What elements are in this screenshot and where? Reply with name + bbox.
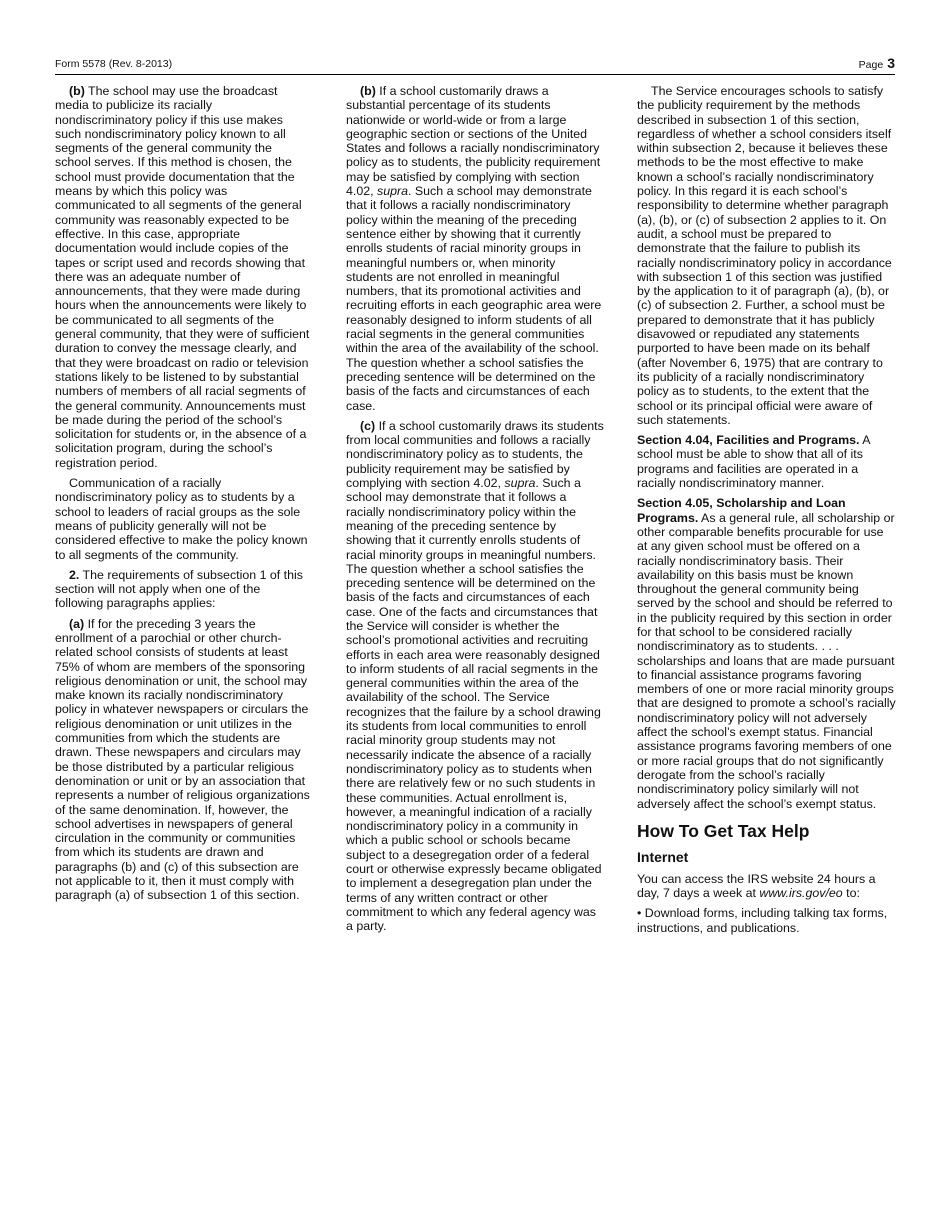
section-4-05: [637, 496, 897, 811]
page-header: [55, 55, 895, 75]
para-label: (a): [69, 616, 85, 631]
para-text: If a school customarily draws its students from local communities and follows a racially nondiscriminatory policy as to students, the publicity requirement may be satisfied by complying with section 4.02,: [346, 418, 604, 491]
form-id: Form 5578 (Rev. 8-2013): [55, 58, 173, 70]
bullet-download-forms: • Download forms, including talking tax forms, instructions, and publications.: [637, 906, 888, 935]
section-4-04-heading: Section 4.04, Facilities and Programs.: [637, 433, 860, 448]
tax-help-heading: How To Get Tax Help: [637, 820, 810, 841]
paragraph-2-requirements: [55, 568, 310, 611]
para-label: (b): [360, 84, 376, 98]
para-text: The school may use the broadcast media to publicize its racially nondiscriminatory policy if this use makes such nondiscriminatory policy known to all segments of the general community the school serves. If this method is chosen, the school must provide documentation that the means by which this policy was communicated to all segments of the general community was reasonably expected to be effective. In this case, appropriate documentation would include copies of the tapes or script used and records showing that there was an adequate number of announcements, that they were made during hours when the announcements were likely to be communicated to all segments of the general community, that they were of sufficient duration to convey the message clearly, and that they were broadcast on radio or television stations likely to be listened to by substantial numbers of members of all racial segments of the general community. Announcements must be made during the period of the school’s solicitation for students or, in the absence of a solicitation program, during the school’s registration period.: [55, 84, 310, 470]
section-4-04-text: A school must be able to show that all of its programs and facilities are operated in a racially nondiscriminatory manner.: [637, 433, 870, 491]
page-number: 3: [887, 55, 895, 71]
page-word: Page: [858, 59, 884, 71]
paragraph-c-local: [346, 419, 604, 934]
para-label: 2.: [69, 567, 80, 582]
paragraph-communication: Communication of a racially nondiscriminatory policy as to students by a school to leaders of racial groups as the sole means of publicity generally will not be considered effective to make the policy known to all segments of the community.: [55, 476, 308, 562]
irs-url: www.irs.gov/eo: [759, 886, 843, 901]
section-4-05-text: As a general rule, all scholarship or other comparable benefits procurable for use at any given school must be offered on a racially nondiscriminatory basis. Their availability on this basis must be known throughout the general community being served by the school and should be referred to in the publicity required by this section in order for that school to be considered racially nondiscriminatory as to students. . . . scholarships and loans that are made pursuant to financial assistance programs favoring members of one or more racial minority groups that are designed to promote a school’s racially nondiscriminatory policy will not adversely affect the school’s exempt status. Financial assistance programs favoring members of one or more racial groups that do not significantly derogate from the school’s racially nondiscriminatory policy similarly will not adversely affect the school’s exempt status.: [637, 510, 896, 811]
column-3: [637, 84, 897, 941]
paragraph-b-nationwide: [346, 84, 604, 413]
page-label: [859, 55, 895, 71]
para-text: . Such a school may demonstrate that it follows a racially nondiscriminatory policy within the meaning of the preceding sentence by showing that it currently enrolls students of racial minority groups in meaningful numbers. The question whether a school satisfies the preceding sentence will be determined on the basis of the facts and circumstances of each case. One of the facts and circumstances that the Service will consider is whether the school’s promotional activities and recruiting efforts in each area were reasonably designed to inform students of all racial segments in the general communities within the area of the availability of the school. The Service recognizes that the failure by a school drawing its students from local communities to enroll racial minority group students may not necessarily indicate the absence of a racially nondiscriminatory policy as to students when there are relatively few or no such students in these communities. Actual enrollment is, however, a meaningful indication of a racially nondiscriminatory policy in a community in which a public school or schools became subject to a desegregation order of a federal court or otherwise expressly became obligated to implement a desegregation plan under the terms of any written contract or other commitment to which any federal agency was a party.: [346, 476, 602, 934]
header-rule: [55, 74, 895, 75]
section-4-04: [637, 433, 897, 490]
para-text: The requirements of subsection 1 of this section will not apply when one of the following paragraphs applies:: [55, 567, 303, 611]
paragraph-b-broadcast: [55, 84, 310, 470]
para-text: If a school customarily draws a substantial percentage of its students nationwide or world-wide or from a large geographic section or sections of the United States and follows a racially nondiscriminatory policy as to students, the publicity requirement may be satisfied by complying with section 4.02,: [346, 84, 601, 199]
internet-text-end: to:: [842, 886, 860, 901]
para-text: If for the preceding 3 years the enrollment of a parochial or other church-related school consists of students at least 75% of whom are members of the sponsoring religious denomination or unit, the school may make known its racially nondiscriminatory policy in whatever newspapers or circulars the religious denomination or unit utilizes in the communities from which the students are drawn. These newspapers and circulars may be those distributed by a particular religious denomination or unit or by an association that represents a number of religious organizations of the same denomination. If, however, the school advertises in newspapers of general circulation in the community or communities from which its students are drawn and paragraphs (b) and (c) of this subsection are not applicable to it, then it must comply with paragraph (a) of subsection 1 of this section.: [55, 616, 310, 903]
supra-italic: supra: [504, 476, 536, 491]
para-label: (b): [69, 84, 85, 98]
column-1: [55, 84, 310, 909]
para-label: (c): [360, 418, 376, 433]
section-4-05-heading: Section 4.05, Scholarship and Loan Programs.: [637, 496, 846, 525]
internet-paragraph: [637, 872, 897, 901]
internet-heading: Internet: [637, 848, 689, 865]
column-2: [346, 84, 604, 940]
supra-italic: supra: [377, 184, 409, 199]
paragraph-a-parochial: [55, 617, 310, 903]
para-text: . Such a school may demonstrate that it follows a racially nondiscriminatory policy within the meaning of the preceding sentence either by showing that it currently enrolls students of racial minority groups in meaningful numbers or, when minority students are not enrolled in meaningful numbers, that its promotional activities and recruiting efforts in each geographic area were reasonably designed to inform students of all racial segments in the general communities within the area of the availability of the school. The question whether a school satisfies the preceding sentence will be determined on the basis of the facts and circumstances of each case.: [346, 184, 602, 413]
internet-text: You can access the IRS website 24 hours a day, 7 days a week at: [637, 871, 876, 901]
paragraph-service-encourages: The Service encourages schools to satisfy the publicity requirement by the methods described in subsection 1 of this section, regardless of whether a school considers itself within subsection 2, because it believes these methods to be the most effective to make known a school’s racially nondiscriminatory policy. In this regard it is each school’s responsibility to determine whether paragraph (a), (b), or (c) of subsection 2 applies to it. On audit, a school must be prepared to demonstrate that the failure to publish its racially nondiscriminatory policy in accordance with subsection 1 of this section was justified by the application to it of paragraph (a), (b), or (c) of subsection 2. Further, a school must be prepared to demonstrate that it has publicly disavowed or repudiated any statements purported to have been made on its behalf (after November 6, 1975) that are contrary to its publicity of a racially nondiscriminatory policy as to students, to the extent that the school or its principal official were aware of such statements.: [637, 84, 892, 427]
